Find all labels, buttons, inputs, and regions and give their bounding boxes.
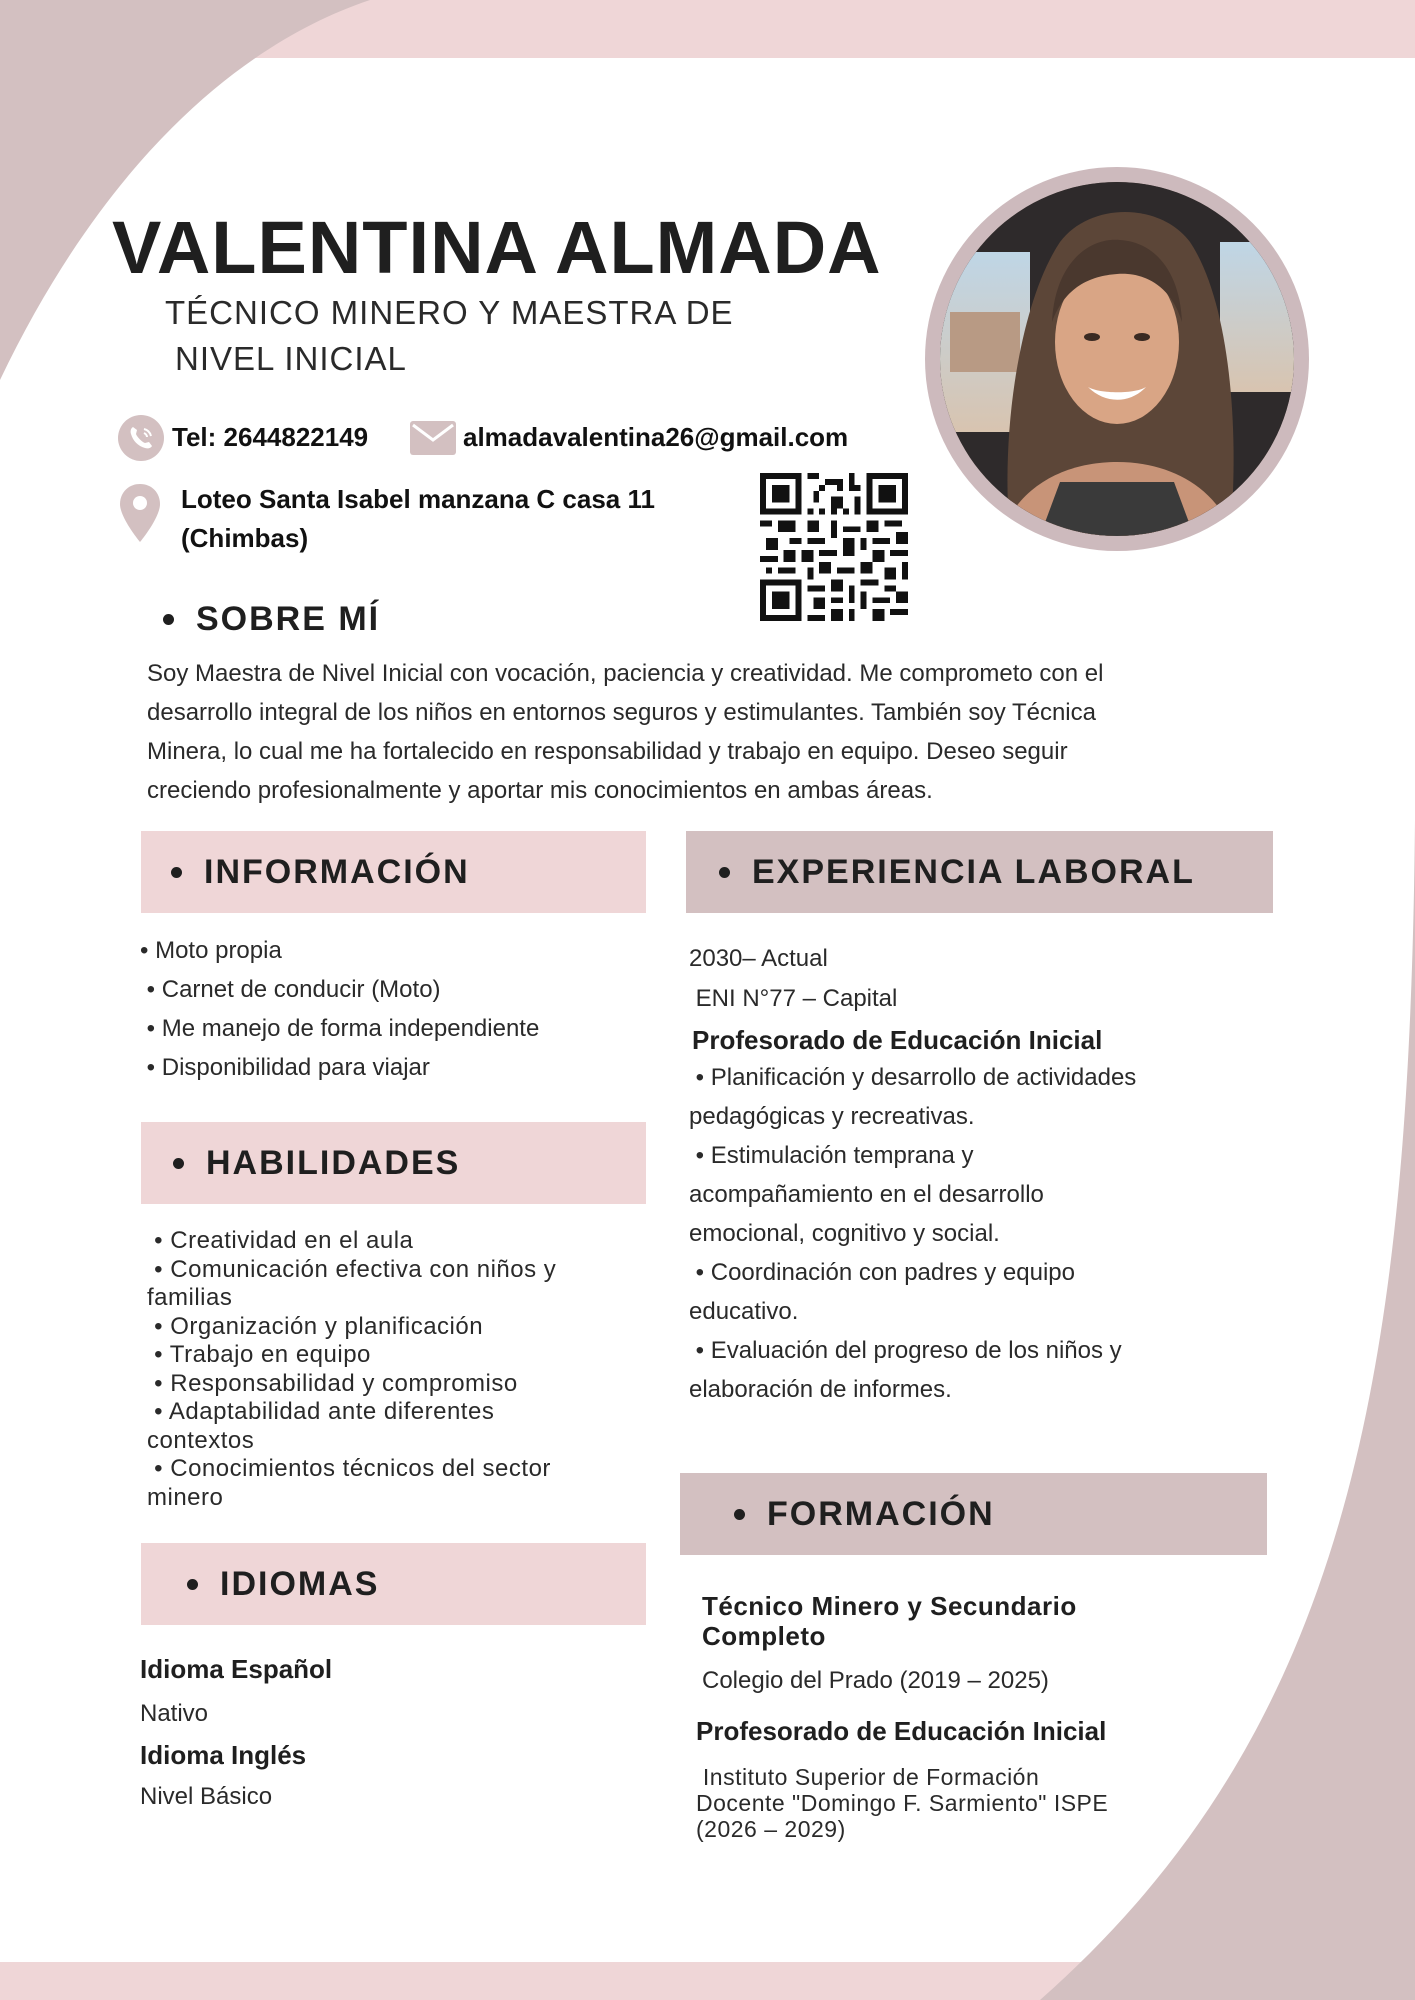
- info-bullet: [171, 867, 182, 878]
- list-item: • Carnet de conducir (Moto): [140, 976, 441, 1003]
- school-2-line-1: Instituto Superior de Formación: [696, 1764, 1040, 1790]
- list-item: • Moto propia: [140, 937, 282, 964]
- education-school-1: Colegio del Prado (2019 – 2025): [702, 1667, 1049, 1694]
- language-english: Idioma Inglés: [140, 1740, 307, 1770]
- list-item: minero: [147, 1483, 224, 1511]
- experience-role: Profesorado de Educación Inicial: [692, 1025, 1103, 1055]
- list-item: • Responsabilidad y compromiso: [147, 1369, 518, 1397]
- list-item: • Conocimientos técnicos del sector: [147, 1455, 551, 1482]
- email-icon: [410, 421, 456, 455]
- skills-list: [147, 1227, 556, 1512]
- about-paragraph: [147, 654, 1267, 810]
- degree-1-line-2: Completo: [702, 1621, 826, 1651]
- language-spanish: Idioma Español: [140, 1654, 333, 1684]
- experience-bullet: [719, 867, 730, 878]
- about-line: Minera, lo cual me ha fortalecido en responsabilidad y trabajo en equipo. Deseo seguir: [147, 738, 1068, 765]
- education-title: FORMACIÓN: [767, 1494, 995, 1533]
- list-item: • Adaptabilidad ante diferentes: [147, 1398, 495, 1425]
- list-item: • Disponibilidad para viajar: [140, 1054, 430, 1081]
- profile-photo: [940, 182, 1294, 536]
- list-item: familias: [147, 1284, 233, 1311]
- about-line: desarrollo integral de los niños en entornos seguros y estimulantes. También soy Técnica: [147, 699, 1096, 726]
- location-pin-icon: [118, 482, 162, 544]
- list-item: • Planificación y desarrollo de actividades: [689, 1064, 1137, 1091]
- degree-1-line-1: Técnico Minero y Secundario: [702, 1591, 1077, 1621]
- languages-bullet: [187, 1579, 198, 1590]
- experience-title: EXPERIENCIA LABORAL: [752, 852, 1195, 891]
- list-item: • Coordinación con padres y equipo: [689, 1259, 1075, 1286]
- about-title: SOBRE MÍ: [196, 600, 381, 638]
- phone-icon: [117, 414, 165, 462]
- address-line-2: (Chimbas): [181, 523, 309, 553]
- skills-header: [141, 1122, 646, 1204]
- qr-code[interactable]: [760, 473, 908, 621]
- info-title: INFORMACIÓN: [204, 852, 470, 891]
- list-item: • Comunicación efectiva con niños y: [147, 1255, 557, 1283]
- list-item: educativo.: [689, 1298, 799, 1325]
- languages-header: [141, 1543, 646, 1625]
- experience-place: ENI N°77 – Capital: [689, 985, 898, 1012]
- skills-title: HABILIDADES: [206, 1143, 461, 1182]
- language-spanish-level: Nativo: [140, 1700, 209, 1727]
- experience-list: [689, 1058, 1136, 1409]
- info-header: [141, 831, 646, 913]
- school-2-line-3: (2026 – 2029): [696, 1816, 846, 1842]
- school-2-line-2: Docente "Domingo F. Sarmiento" ISPE: [696, 1790, 1109, 1816]
- about-bullet: [163, 614, 174, 625]
- list-item: • Creatividad en el aula: [147, 1227, 414, 1254]
- candidate-name: VALENTINA ALMADA: [112, 206, 882, 289]
- email-address[interactable]: almadavalentina26@gmail.com: [463, 422, 849, 452]
- skills-bullet: [173, 1158, 184, 1169]
- education-school-2: [696, 1764, 1108, 1842]
- list-item: • Evaluación del progreso de los niños y: [689, 1337, 1122, 1364]
- address-line-1: Loteo Santa Isabel manzana C casa 11: [181, 484, 655, 514]
- education-bullet: [734, 1509, 745, 1520]
- list-item: elaboración de informes.: [689, 1376, 952, 1403]
- list-item: pedagógicas y recreativas.: [689, 1103, 975, 1130]
- job-title-line-2: NIVEL INICIAL: [175, 340, 407, 377]
- language-english-level: Nivel Básico: [140, 1783, 273, 1810]
- list-item: • Organización y planificación: [147, 1312, 484, 1340]
- list-item: acompañamiento en el desarrollo: [689, 1181, 1044, 1208]
- list-item: • Me manejo de forma independiente: [140, 1015, 540, 1042]
- languages-title: IDIOMAS: [220, 1564, 380, 1603]
- education-degree-1: [702, 1591, 1077, 1651]
- education-header: [680, 1473, 1267, 1555]
- education-degree-2: Profesorado de Educación Inicial: [696, 1716, 1107, 1746]
- phone-number[interactable]: Tel: 2644822149: [172, 422, 369, 452]
- experience-period: 2030– Actual: [689, 945, 828, 972]
- list-item: • Trabajo en equipo: [147, 1341, 371, 1368]
- list-item: • Estimulación temprana y: [689, 1142, 974, 1169]
- info-list: [140, 931, 539, 1087]
- experience-header: [686, 831, 1273, 913]
- about-line: creciendo profesionalmente y aportar mis conocimientos en ambas áreas.: [147, 777, 933, 804]
- list-item: contextos: [147, 1426, 255, 1454]
- list-item: emocional, cognitivo y social.: [689, 1220, 1000, 1247]
- about-line: Soy Maestra de Nivel Inicial con vocación, paciencia y creatividad. Me comprometo con el: [147, 660, 1104, 687]
- job-title-line-1: TÉCNICO MINERO Y MAESTRA DE: [165, 294, 734, 331]
